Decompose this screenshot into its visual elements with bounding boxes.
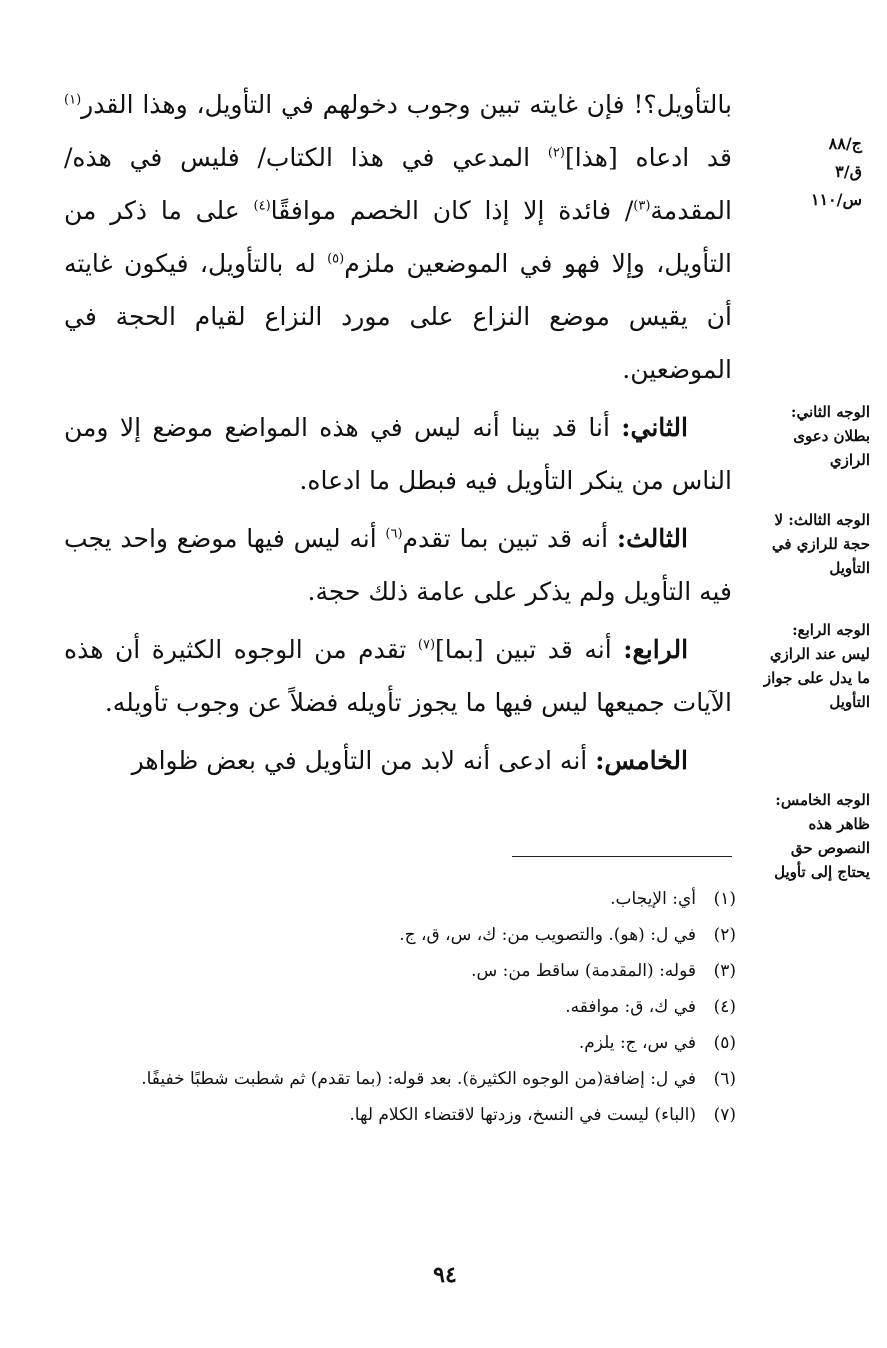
paragraph-lead: الخامس:: [595, 746, 688, 775]
footnote-ref: (٧): [417, 637, 436, 653]
main-text: [64, 78, 732, 792]
footnote-number: (٣): [713, 961, 736, 981]
footnote-text: في س، ج: يلزم.: [578, 1033, 696, 1053]
footnote-number: (٢): [713, 925, 736, 945]
paragraph: الخامس: أنه ادعى أنه لابد من التأويل في بعض ظواهر: [131, 746, 688, 775]
footnote-number: (٤): [713, 997, 736, 1017]
footnote-number: (٧): [713, 1105, 736, 1125]
paragraph-lead: الرابع:: [623, 635, 689, 664]
footnote-text: في ك، ق: موافقه.: [565, 997, 696, 1017]
paragraph: الثالث: أنه قد تبين بما تقدم$^{(٦)}$ أنه ليس فيها موضع واحد يجب فيه التأويل ولم يذكر على عامة ذلك حجة.: [64, 524, 732, 606]
footnote-number: (٥): [713, 1033, 736, 1053]
page-number: ٩٤: [433, 1262, 457, 1288]
footnote-text: (الباء) ليست في النسخ، وزدتها لاقتضاء الكلام لها.: [349, 1105, 696, 1125]
footnote-separator: [512, 856, 732, 857]
footnote-ref: (٦): [385, 526, 403, 542]
paragraph-lead: الثالث:: [616, 524, 688, 553]
manuscript-references: [772, 130, 862, 214]
footnote-ref: (٤): [253, 198, 271, 214]
footnote: [64, 1064, 736, 1095]
manuscript-ref: ج/٨٨: [828, 134, 862, 153]
footnotes: [64, 884, 736, 1136]
footnote: [64, 1100, 736, 1131]
paragraph-lead: الثاني:: [621, 413, 688, 442]
manuscript-ref: س/١١٠: [810, 190, 862, 209]
footnote-ref: (٢): [547, 145, 565, 161]
footnote-number: (١): [713, 889, 736, 909]
footnote: [64, 1028, 736, 1059]
footnote-number: (٦): [713, 1069, 736, 1089]
footnote-text: قوله: (المقدمة) ساقط من: س.: [471, 961, 696, 981]
side-note: الوجه الثالث: لا حجة للرازي في التأويل: [771, 511, 870, 577]
footnote: [64, 884, 736, 915]
footnote-text: في ل: (هو). والتصويب من: ك، س، ق، ج.: [399, 925, 696, 945]
footnote-ref: (٣): [633, 198, 651, 214]
footnote: [64, 992, 736, 1023]
footnote-text: في ل: إضافة(من الوجوه الكثيرة). بعد قوله: (بما تقدم) ثم شطبت شطبًا خفيفًا.: [141, 1069, 696, 1089]
side-note: الوجه الرابع: ليس عند الرازي ما يدل على جواز التأويل: [763, 621, 870, 711]
side-note: الوجه الثاني: بطلان دعوى الرازي: [790, 403, 870, 469]
paragraph: الثاني: أنا قد بينا أنه ليس في هذه المواضع موضع إلا ومن الناس من ينكر التأويل فيه فبطل ما ادعاه.: [64, 413, 732, 495]
footnote-ref: (١): [64, 92, 82, 108]
paragraph: بالتأويل؟! فإن غايته تبين وجوب دخولهم في التأويل، وهذا القدر$^{(١)}$ قد ادعاه [هذا]$^{(٢)}$ المدعي في هذا الكتاب/ فليس في هذه/ المقدمة$^{(٣)}$/ فائدة إلا إذا كان الخصم موافقًا$^{(٤)}$ على ما ذكر من التأويل، وإلا فهو في الموضعين ملزم$^{(٥)}$ له بالتأويل، فيكون غايته أن يقيس موضع النزاع على مورد النزاع لقيام الحجة في الموضعين.: [64, 90, 733, 384]
footnote: [64, 956, 736, 987]
paragraph: الرابع: أنه قد تبين [بما]$^{(٧)}$ تقدم من الوجوه الكثيرة أن هذه الآيات جميعها ليس فيها ما يجوز تأويله فضلاً عن وجوب تأويله.: [64, 635, 732, 717]
footnote-ref: (٥): [327, 251, 345, 267]
manuscript-ref: ق/٣: [835, 162, 862, 181]
footnote: [64, 920, 736, 951]
side-note: الوجه الخامس: ظاهر هذه النصوص حق يحتاج إلى تأويل: [774, 791, 870, 881]
footnote-text: أي: الإيجاب.: [610, 889, 696, 909]
